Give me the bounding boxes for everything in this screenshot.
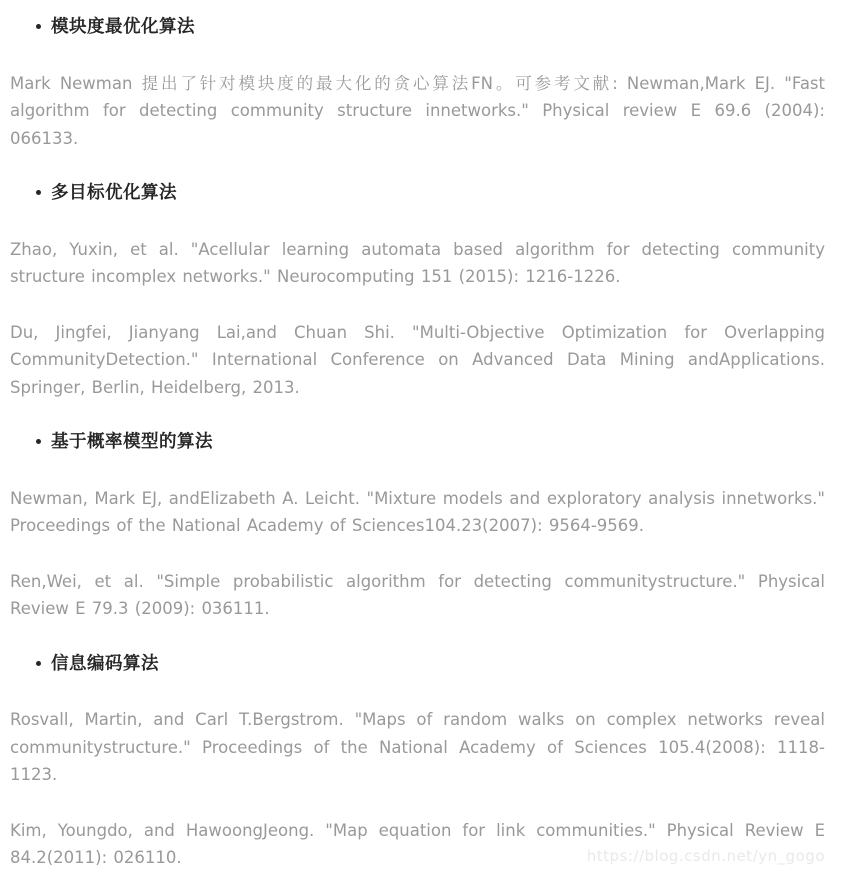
section-heading-text: 信息编码算法: [51, 653, 159, 674]
algorithm-section: [10, 14, 825, 152]
section-heading: [36, 429, 825, 457]
reference-paragraph: Kim, Youngdo, and HawoongJeong. "Map equation for link communities." Physical Review E 84.2(2011): 026110.: [10, 820, 825, 867]
algorithm-section: [10, 429, 825, 623]
bullet-icon: [36, 661, 41, 666]
reference-paragraph: Mark Newman 提出了针对模块度的最大化的贪心算法FN。可参考文献: Newman,Mark EJ. "Fast algorithm for detecting community structure innetworks." Physical review E 69.6 (2004): 066133.: [10, 73, 825, 148]
watermark-url: https://blog.csdn.net/yn_gogo: [586, 847, 825, 865]
sections-container: [10, 14, 825, 872]
section-heading-text: 多目标优化算法: [51, 183, 177, 203]
bullet-icon: [36, 439, 41, 444]
algorithm-section: [10, 180, 825, 401]
algorithm-section: [10, 651, 825, 872]
section-heading: [36, 180, 825, 208]
reference-paragraph: Newman, Mark EJ, andElizabeth A. Leicht. "Mixture models and exploratory analysis innetworks." Proceedings of the National Academy of Sciences104.23(2007): 9564-9569.: [10, 488, 825, 535]
bullet-icon: [36, 190, 41, 195]
section-heading: [36, 651, 825, 679]
bullet-icon: [36, 24, 41, 29]
reference-paragraph: Du, Jingfei, Jianyang Lai,and Chuan Shi. "Multi-Objective Optimization for Overlapping CommunityDetection." International Conference on Advanced Data Mining andApplications. Springer, Berlin, Heidelberg, 2013.: [10, 322, 825, 397]
section-heading-text: 基于概率模型的算法: [51, 432, 213, 452]
section-heading: [36, 14, 825, 42]
section-heading-text: 模块度最优化算法: [51, 17, 195, 37]
reference-paragraph: Zhao, Yuxin, et al. "Acellular learning automata based algorithm for detecting community structure incomplex networks." Neurocomputing 151 (2015): 1216-1226.: [10, 239, 825, 286]
reference-paragraph: Rosvall, Martin, and Carl T.Bergstrom. "Maps of random walks on complex networks reveal communitystructure." Proceedings of the National Academy of Sciences 105.4(2008): 1118-1123.: [10, 710, 825, 784]
reference-paragraph: Ren,Wei, et al. "Simple probabilistic algorithm for detecting communitystructure." Physical Review E 79.3 (2009): 036111.: [10, 571, 825, 618]
